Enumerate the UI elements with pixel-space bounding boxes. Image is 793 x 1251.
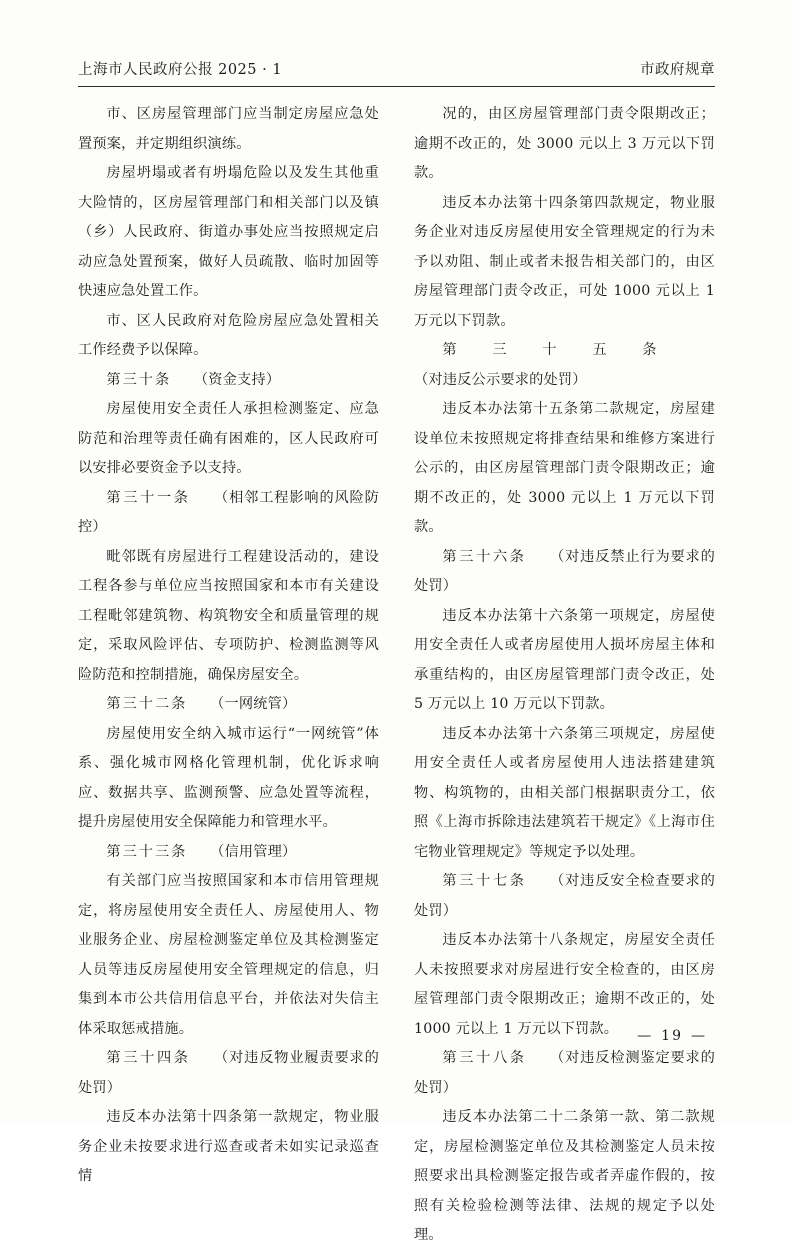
body-paragraph: 市、区人民政府对危险房屋应急处置相关工作经费予以保障。 [78, 312, 379, 358]
page-number: 19 [661, 1028, 683, 1044]
article-number: 第三十七条 [442, 873, 527, 889]
article-heading [78, 838, 379, 868]
footer-dash-right: — [691, 1028, 707, 1044]
article-title: （对违反安全检查要求的处罚） [414, 873, 715, 919]
article-title: （对违反禁止行为要求的处罚） [414, 548, 715, 594]
article-title: （对违反物业履责要求的处罚） [78, 1050, 379, 1096]
article-number: 第三十五条 [442, 342, 693, 358]
article-number: 第三十六条 [442, 548, 527, 565]
article-title: （对违反检测鉴定要求的处罚） [414, 1050, 715, 1096]
body-paragraph: 房屋使用安全责任人承担检测鉴定、应急防范和治理等责任确有困难的，区人民政府可以安排必要资金予以支持。 [78, 401, 379, 476]
body-paragraph: 毗邻既有房屋进行工程建设活动的，建设工程各参与单位应当按照国家和本市有关建设工程毗邻建筑物、构筑物安全和质量管理的规定，采取风险评估、专项防护、检测监测等风险防范和控制措施，确保房屋安全。 [78, 548, 379, 683]
body-paragraph: 市、区房屋管理部门应当制定房屋应急处置预案，并定期组织演练。 [78, 106, 379, 152]
page-header [78, 58, 715, 79]
body-paragraph: 违反本办法第十六条第三项规定，房屋使用安全责任人或者房屋使用人违法搭建建筑物、构筑物的，由相关部门根据职责分工，依照《上海市拆除违法建筑若干规定》《上海市住宅物业管理规定》等规定予以处理。 [414, 725, 715, 860]
body-paragraph: 有关部门应当按照国家和本市信用管理规定，将房屋使用安全责任人、房屋使用人、物业服务企业、房屋检测鉴定单位及其检测鉴定人员等违反房屋使用安全管理规定的信息，归集到本市公共信用信息平台，并依法对失信主体采取惩戒措施。 [78, 873, 379, 1037]
body-paragraph: 违反本办法第十六条第一项规定，房屋使用安全责任人或者房屋使用人损坏房屋主体和承重结构的，由区房屋管理部门责令改正，处 5 万元以上 10 万元以下罚款。 [414, 607, 715, 712]
article-title: （资金支持） [193, 371, 281, 388]
article-number: 第三十三条 [106, 843, 188, 860]
article-title: （一网统管） [210, 696, 297, 712]
body-paragraph: 违反本办法第十四条第一款规定，物业服务企业未按要求进行巡查或者未如实记录巡查情 [78, 1109, 379, 1184]
article-heading [414, 1044, 715, 1103]
footer-dash-left: — [637, 1028, 654, 1044]
article-heading [78, 484, 379, 543]
article-heading [78, 690, 379, 720]
article-heading [78, 1044, 379, 1103]
body-paragraph: 违反本办法第十四条第四款规定，物业服务企业对违反房屋使用安全管理规定的行为未予以劝阻、制止或者未报告相关部门的，由区房屋管理部门责令改正，可处 1000 元以上 1 万元以下罚款。 [414, 194, 715, 329]
header-publication-title: 上海市人民政府公报 2025 · 1 [78, 62, 283, 78]
body-paragraph: 违反本办法第二十二条第一款、第二款规定，房屋检测鉴定单位及其检测鉴定人员未按照要求出具检测鉴定报告或者弄虚作假的，按照有关检验检测等法律、法规的规定予以处理。 [414, 1109, 715, 1243]
body-paragraph: 房屋坍塌或者有坍塌危险以及发生其他重大险情的，区房屋管理部门和相关部门以及镇（乡）人民政府、街道办事处应当按照规定启动应急处置预案，做好人员疏散、临时加固等快速应急处置工作。 [78, 165, 379, 299]
article-title: （信用管理） [210, 843, 297, 860]
page-footer [78, 1028, 715, 1044]
body-paragraph: 房屋使用安全纳入城市运行“一网统管”体系、强化城市网格化管理机制，优化诉求响应、数据共享、监测预警、应急处置等流程，提升房屋使用安全保障能力和管理水平。 [78, 725, 379, 830]
article-number: 第三十一条 [106, 489, 191, 506]
article-number: 第三十八条 [442, 1050, 527, 1066]
article-heading [414, 867, 715, 926]
header-divider [78, 86, 715, 87]
header-section-title: 市政府规章 [640, 62, 715, 78]
text-column-left [78, 100, 379, 1184]
article-number: 第三十四条 [106, 1050, 191, 1066]
body-paragraph: 况的，由区房屋管理部门责令限期改正；逾期不改正的，处 3000 元以上 3 万元以下罚款。 [414, 106, 715, 181]
article-heading [414, 543, 715, 602]
body-paragraph: 违反本办法第十八条规定，房屋安全责任人未按照要求对房屋进行安全检查的，由区房屋管理部门责令限期改正；逾期不改正的，处 1000 元以上 1 万元以下罚款。 [414, 932, 715, 1037]
article-number: 第三十条 [106, 371, 172, 388]
article-title: （相邻工程影响的风险防控） [78, 489, 379, 535]
article-heading [78, 366, 379, 396]
article-number: 第三十二条 [106, 696, 188, 712]
article-title: （对违反公示要求的处罚） [414, 371, 587, 388]
body-paragraph: 违反本办法第十五条第二款规定，房屋建设单位未按照规定将排查结果和维修方案进行公示的，由区房屋管理部门责令限期改正；逾期不改正的，处 3000 元以上 1 万元以下罚款。 [414, 401, 715, 535]
article-heading [414, 336, 715, 395]
